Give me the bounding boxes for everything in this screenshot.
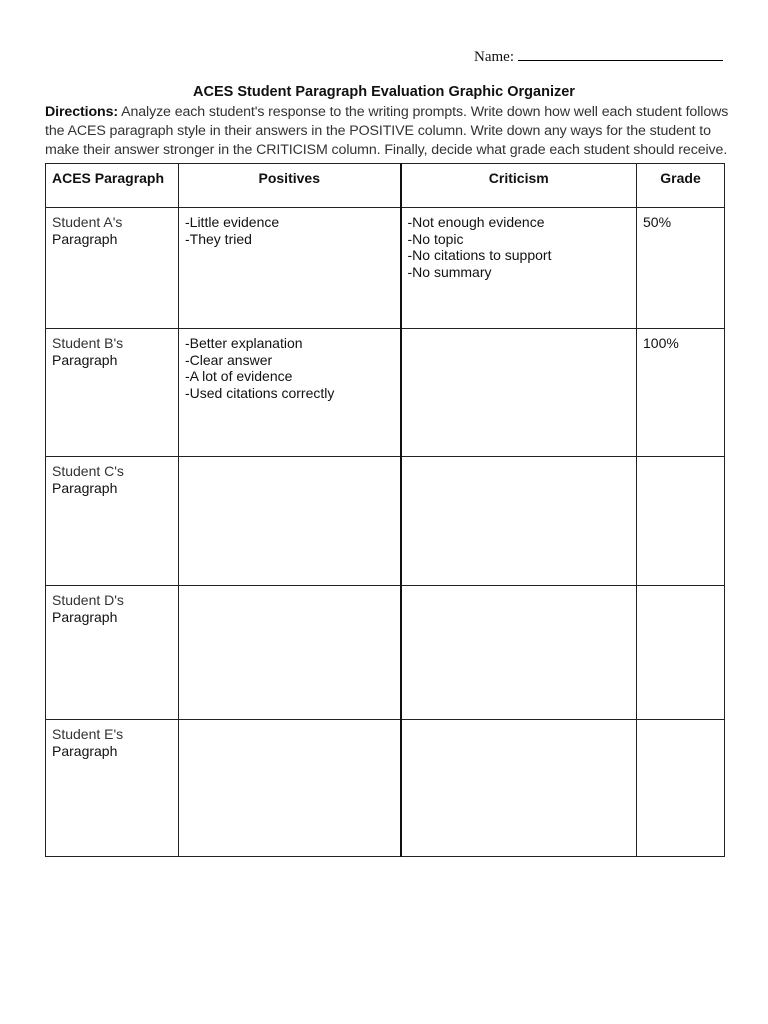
page-title: ACES Student Paragraph Evaluation Graphic Organizer (193, 84, 575, 100)
student-cell-text: Student D's (52, 592, 124, 608)
student-cell-text: Student C's (52, 463, 124, 479)
header-aces-paragraph: ACES Paragraph (46, 164, 179, 208)
student-cell (46, 329, 179, 457)
grade-cell[interactable] (637, 457, 725, 586)
student-cell (46, 457, 179, 586)
positives-cell-text: -Clear answer (185, 351, 273, 368)
positives-cell-text: -They tried (185, 230, 252, 247)
positives-cell-text: -Used citations correctly (185, 384, 335, 401)
header-grade: Grade (637, 164, 725, 208)
criticism-cell[interactable] (401, 586, 637, 720)
table-row (46, 457, 725, 586)
positives-cell[interactable] (179, 720, 401, 857)
student-cell-text: Paragraph (52, 351, 118, 368)
criticism-cell[interactable] (401, 329, 637, 457)
table-row (46, 208, 725, 329)
grade-cell[interactable] (637, 586, 725, 720)
evaluation-table (45, 163, 725, 857)
student-cell (46, 720, 179, 857)
positives-cell[interactable] (179, 586, 401, 720)
table-row (46, 586, 725, 720)
criticism-cell-text: -No summary (407, 263, 492, 280)
table-header-row (46, 164, 725, 208)
directions-label: Directions: (45, 104, 119, 120)
student-cell-text: Paragraph (52, 742, 118, 759)
positives-cell[interactable] (179, 208, 401, 329)
student-cell-text: Student B's (52, 335, 124, 351)
student-cell (46, 208, 179, 329)
positives-cell-text: -Little evidence (185, 214, 280, 230)
grade-cell[interactable] (637, 329, 725, 457)
criticism-cell-text: -Not enough evidence (407, 214, 545, 230)
student-cell-text: Paragraph (52, 479, 118, 496)
student-cell-text: Paragraph (52, 608, 118, 625)
grade-cell-text: 50% (643, 214, 672, 230)
header-criticism: Criticism (401, 164, 637, 208)
table-row (46, 329, 725, 457)
criticism-cell[interactable] (401, 720, 637, 857)
grade-cell[interactable] (637, 720, 725, 857)
header-positives: Positives (179, 164, 401, 208)
student-cell (46, 586, 179, 720)
grade-cell[interactable] (637, 208, 725, 329)
directions-text: Analyze each student's response to the writing prompts. Write down how well each student follows the ACES paragraph style in their answers in the POSITIVE column. Write down any ways for the student to make their answer stronger in the CRITICISM column. Finally, decide what grade each student should receive. (45, 104, 729, 158)
table-row (46, 720, 725, 857)
positives-cell-text: -A lot of evidence (185, 368, 293, 384)
student-cell-text: Student A's (52, 214, 123, 230)
criticism-cell-text: -No citations to support (407, 247, 552, 263)
grade-cell-text: 100% (643, 335, 679, 351)
name-field[interactable] (474, 46, 723, 66)
positives-cell[interactable] (179, 457, 401, 586)
positives-cell[interactable] (179, 329, 401, 457)
positives-cell-text: -Better explanation (185, 335, 303, 351)
student-cell-text: Student E's (52, 726, 124, 742)
student-cell-text: Paragraph (52, 230, 118, 247)
name-blank-line[interactable] (518, 46, 723, 61)
criticism-cell-text: -No topic (407, 230, 464, 247)
criticism-cell[interactable] (401, 457, 637, 586)
criticism-cell[interactable] (401, 208, 637, 329)
directions (45, 103, 735, 160)
name-label: Name: (474, 49, 514, 65)
